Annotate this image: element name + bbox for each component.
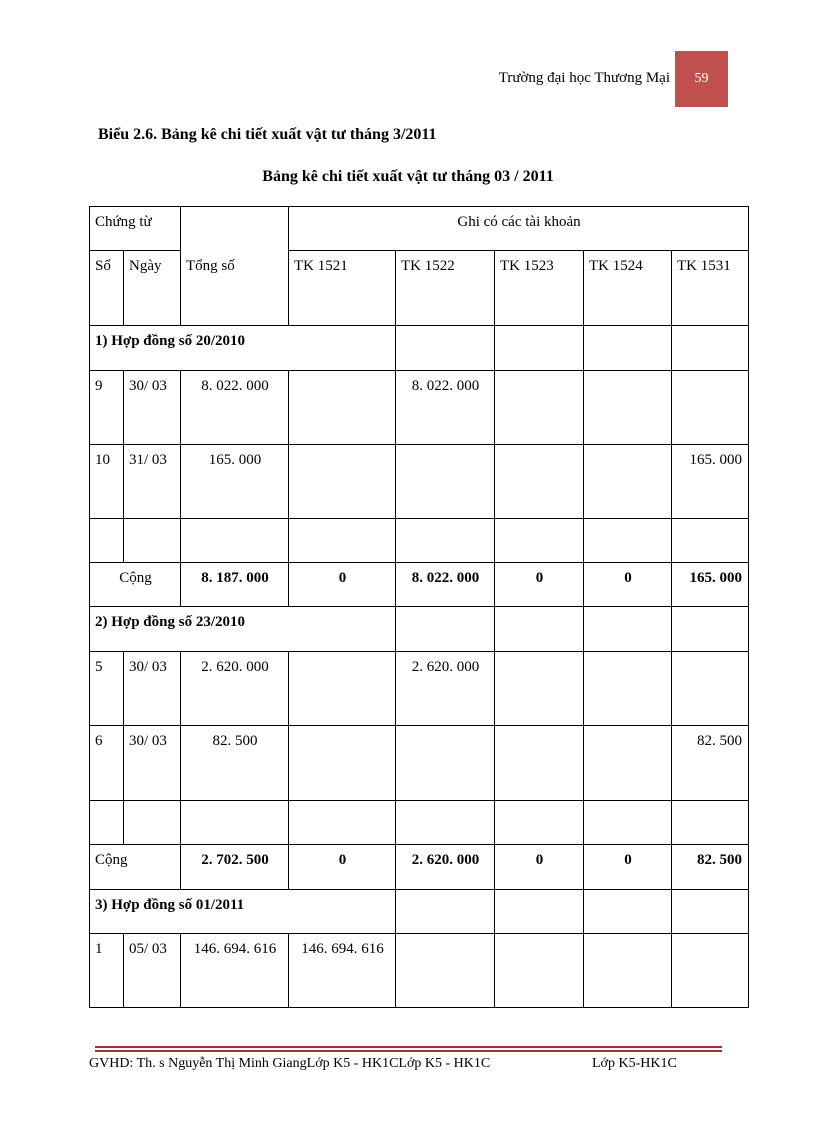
cell-tk1524 [584, 445, 672, 519]
footer [89, 1056, 689, 1072]
cell-tk1524 [584, 652, 672, 726]
cell-tk1522 [396, 726, 495, 801]
cell-tong: 146. 694. 616 [181, 934, 289, 1008]
cell-ngay: 05/ 03 [124, 934, 181, 1008]
total-tk1524: 0 [584, 563, 672, 607]
total-label: Cộng [90, 845, 181, 890]
empty-row [90, 519, 749, 563]
cell-tk1531 [672, 371, 749, 445]
cell-tk1522: 8. 022. 000 [396, 371, 495, 445]
header-tk-1531: TK 1531 [672, 251, 749, 326]
cell-ngay: 30/ 03 [124, 652, 181, 726]
header-row-1 [90, 207, 749, 251]
cell-tong: 165. 000 [181, 445, 289, 519]
figure-caption: Biểu 2.6. Bảng kê chi tiết xuất vật tư tháng 3/2011 [98, 126, 437, 143]
footer-left: GVHD: Th. s Nguyễn Thị Minh GiangLớp K5 - HK1CLớp K5 - HK1C [89, 1056, 491, 1071]
page-number-badge: 59 [675, 51, 728, 107]
cell-tk1531: 165. 000 [672, 445, 749, 519]
header-chung-tu: Chứng từ [90, 207, 181, 251]
cell-tong: 82. 500 [181, 726, 289, 801]
cell-tk1531 [672, 652, 749, 726]
table-row [90, 371, 749, 445]
header-tk-1523: TK 1523 [495, 251, 584, 326]
cell-tk1523 [495, 445, 584, 519]
total-tk1523: 0 [495, 563, 584, 607]
header-tk-1522: TK 1522 [396, 251, 495, 326]
group-title-row [90, 890, 749, 934]
cell-so: 6 [90, 726, 124, 801]
material-issue-table [89, 206, 749, 1008]
cell-tong: 8. 022. 000 [181, 371, 289, 445]
total-tk1522: 8. 022. 000 [396, 563, 495, 607]
group-title-row [90, 607, 749, 652]
group-title: 3) Hợp đồng số 01/2011 [90, 890, 396, 934]
cell-ngay: 30/ 03 [124, 726, 181, 801]
empty-row [90, 801, 749, 845]
table-row [90, 445, 749, 519]
header-tong-so: Tổng số [181, 207, 289, 326]
header-ngay: Ngày [124, 251, 181, 326]
cell-tk1521 [289, 371, 396, 445]
header-so: Số [90, 251, 124, 326]
cell-tk1522: 2. 620. 000 [396, 652, 495, 726]
header-school-name: Trường đại học Thương Mại [498, 70, 670, 86]
cell-so: 1 [90, 934, 124, 1008]
cell-tk1524 [584, 934, 672, 1008]
total-tk1522: 2. 620. 000 [396, 845, 495, 890]
group-title: 1) Hợp đồng số 20/2010 [90, 326, 396, 371]
table-row [90, 726, 749, 801]
total-row [90, 563, 749, 607]
cell-tk1523 [495, 726, 584, 801]
total-tk1531: 82. 500 [672, 845, 749, 890]
cell-tk1522 [396, 934, 495, 1008]
total-tk1521: 0 [289, 845, 396, 890]
cell-tk1521 [289, 726, 396, 801]
total-tk1524: 0 [584, 845, 672, 890]
footer-divider [95, 1046, 722, 1048]
footer-divider [95, 1050, 722, 1052]
cell-tk1531: 82. 500 [672, 726, 749, 801]
total-tong: 8. 187. 000 [181, 563, 289, 607]
cell-tong: 2. 620. 000 [181, 652, 289, 726]
total-tk1531: 165. 000 [672, 563, 749, 607]
table-row [90, 934, 749, 1008]
header-tk-1521: TK 1521 [289, 251, 396, 326]
total-tong: 2. 702. 500 [181, 845, 289, 890]
cell-tk1521 [289, 445, 396, 519]
table-row [90, 652, 749, 726]
cell-so: 9 [90, 371, 124, 445]
cell-tk1521 [289, 652, 396, 726]
cell-tk1523 [495, 934, 584, 1008]
group-title-row [90, 326, 749, 371]
cell-tk1522 [396, 445, 495, 519]
group-title: 2) Hợp đồng số 23/2010 [90, 607, 396, 652]
header-tk-1524: TK 1524 [584, 251, 672, 326]
cell-so: 5 [90, 652, 124, 726]
cell-ngay: 30/ 03 [124, 371, 181, 445]
cell-tk1523 [495, 652, 584, 726]
cell-tk1523 [495, 371, 584, 445]
cell-tk1531 [672, 934, 749, 1008]
total-label: Cộng [90, 563, 181, 607]
header-ghi-co: Ghi có các tài khoản [289, 207, 749, 251]
cell-tk1524 [584, 371, 672, 445]
table-title: Bảng kê chi tiết xuất vật tư tháng 03 / 2011 [262, 168, 554, 185]
total-row [90, 845, 749, 890]
cell-tk1524 [584, 726, 672, 801]
total-tk1523: 0 [495, 845, 584, 890]
footer-right: Lớp K5-HK1C [592, 1056, 677, 1071]
cell-ngay: 31/ 03 [124, 445, 181, 519]
cell-so: 10 [90, 445, 124, 519]
total-tk1521: 0 [289, 563, 396, 607]
cell-tk1521: 146. 694. 616 [289, 934, 396, 1008]
